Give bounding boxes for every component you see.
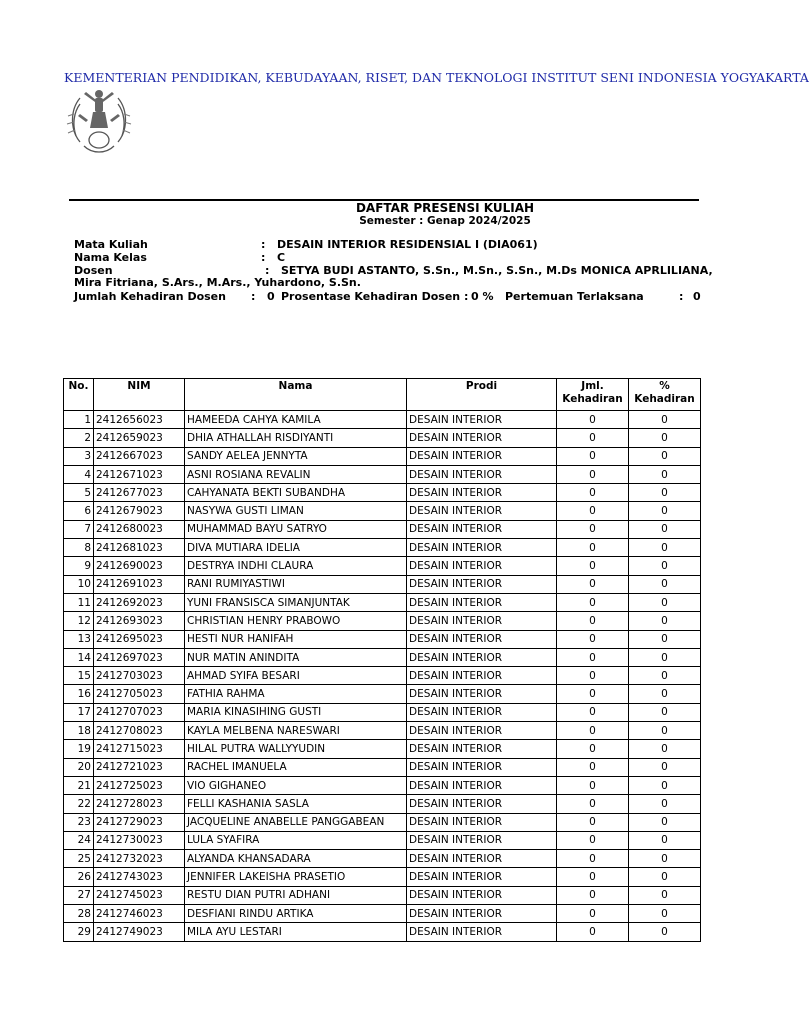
cell-prodi: DESAIN INTERIOR: [407, 575, 557, 593]
cell-jml-kehadiran: 0: [557, 850, 629, 868]
cell-prodi: DESAIN INTERIOR: [407, 905, 557, 923]
table-row: [64, 740, 701, 758]
cell-pct-kehadiran: 0: [629, 831, 701, 849]
cell-pct-kehadiran: 0: [629, 886, 701, 904]
table-row: [64, 648, 701, 666]
cell-nim: 2412695023: [94, 630, 185, 648]
cell-pct-kehadiran: 0: [629, 612, 701, 630]
dosen-value: SETYA BUDI ASTANTO, S.Sn., M.Sn., S.Sn., M.Ds MONICA APRLILIANA,: [281, 264, 713, 277]
cell-prodi: DESAIN INTERIOR: [407, 648, 557, 666]
mata-kuliah-value: DESAIN INTERIOR RESIDENSIAL I (DIA061): [277, 238, 538, 251]
cell-nim: 2412690023: [94, 557, 185, 575]
cell-pct-kehadiran: 0: [629, 429, 701, 447]
cell-prodi: DESAIN INTERIOR: [407, 593, 557, 611]
cell-nama: YUNI FRANSISCA SIMANJUNTAK: [185, 593, 407, 611]
cell-nim: 2412743023: [94, 868, 185, 886]
cell-prodi: DESAIN INTERIOR: [407, 813, 557, 831]
cell-prodi: DESAIN INTERIOR: [407, 886, 557, 904]
cell-no: 4: [64, 465, 94, 483]
cell-jml-kehadiran: 0: [557, 685, 629, 703]
cell-jml-kehadiran: 0: [557, 447, 629, 465]
cell-nama: FATHIA RAHMA: [185, 685, 407, 703]
cell-prodi: DESAIN INTERIOR: [407, 630, 557, 648]
cell-jml-kehadiran: 0: [557, 502, 629, 520]
table-row: [64, 758, 701, 776]
cell-jml-kehadiran: 0: [557, 484, 629, 502]
cell-jml-kehadiran: 0: [557, 630, 629, 648]
cell-nama: CHRISTIAN HENRY PRABOWO: [185, 612, 407, 630]
cell-prodi: DESAIN INTERIOR: [407, 539, 557, 557]
nama-kelas-row: [74, 251, 704, 265]
cell-prodi: DESAIN INTERIOR: [407, 758, 557, 776]
cell-prodi: DESAIN INTERIOR: [407, 502, 557, 520]
cell-jml-kehadiran: 0: [557, 667, 629, 685]
cell-jml-kehadiran: 0: [557, 557, 629, 575]
table-header-row: [64, 379, 701, 411]
cell-jml-kehadiran: 0: [557, 813, 629, 831]
cell-jml-kehadiran: 0: [557, 411, 629, 429]
colon: :: [261, 238, 266, 251]
cell-no: 19: [64, 740, 94, 758]
jumlah-kehadiran-value: 0: [267, 290, 275, 303]
cell-no: 24: [64, 831, 94, 849]
cell-no: 3: [64, 447, 94, 465]
cell-nim: 2412671023: [94, 465, 185, 483]
cell-jml-kehadiran: 0: [557, 868, 629, 886]
cell-prodi: DESAIN INTERIOR: [407, 776, 557, 794]
attendance-table: [63, 378, 701, 942]
dosen-value-continued: Mira Fitriana, S.Ars., M.Ars., Yuhardono, S.Sn.: [74, 276, 361, 289]
cell-no: 16: [64, 685, 94, 703]
cell-no: 5: [64, 484, 94, 502]
cell-jml-kehadiran: 0: [557, 923, 629, 941]
cell-no: 18: [64, 722, 94, 740]
cell-no: 21: [64, 776, 94, 794]
cell-no: 26: [64, 868, 94, 886]
jumlah-kehadiran-label: Jumlah Kehadiran Dosen: [74, 290, 226, 303]
cell-pct-kehadiran: 0: [629, 758, 701, 776]
cell-jml-kehadiran: 0: [557, 758, 629, 776]
cell-pct-kehadiran: 0: [629, 776, 701, 794]
cell-pct-kehadiran: 0: [629, 813, 701, 831]
table-row: [64, 520, 701, 538]
cell-prodi: DESAIN INTERIOR: [407, 831, 557, 849]
colon: :: [261, 251, 266, 264]
cell-no: 8: [64, 539, 94, 557]
cell-nim: 2412721023: [94, 758, 185, 776]
cell-no: 20: [64, 758, 94, 776]
cell-nama: ALYANDA KHANSADARA: [185, 850, 407, 868]
cell-jml-kehadiran: 0: [557, 795, 629, 813]
cell-no: 27: [64, 886, 94, 904]
cell-nama: DESFIANI RINDU ARTIKA: [185, 905, 407, 923]
cell-pct-kehadiran: 0: [629, 593, 701, 611]
cell-pct-kehadiran: 0: [629, 484, 701, 502]
cell-nim: 2412656023: [94, 411, 185, 429]
colon: :: [679, 290, 684, 303]
cell-pct-kehadiran: 0: [629, 520, 701, 538]
cell-nim: 2412703023: [94, 667, 185, 685]
cell-prodi: DESAIN INTERIOR: [407, 520, 557, 538]
cell-no: 13: [64, 630, 94, 648]
cell-jml-kehadiran: 0: [557, 776, 629, 794]
cell-nim: 2412729023: [94, 813, 185, 831]
cell-nama: HAMEEDA CAHYA KAMILA: [185, 411, 407, 429]
cell-prodi: DESAIN INTERIOR: [407, 703, 557, 721]
pertemuan-label: Pertemuan Terlaksana: [505, 290, 644, 303]
cell-no: 17: [64, 703, 94, 721]
cell-pct-kehadiran: 0: [629, 722, 701, 740]
table-row: [64, 850, 701, 868]
cell-nama: DESTRYA INDHI CLAURA: [185, 557, 407, 575]
table-row: [64, 813, 701, 831]
cell-prodi: DESAIN INTERIOR: [407, 685, 557, 703]
cell-pct-kehadiran: 0: [629, 447, 701, 465]
cell-nama: NASYWA GUSTI LIMAN: [185, 502, 407, 520]
cell-jml-kehadiran: 0: [557, 612, 629, 630]
cell-nama: HILAL PUTRA WALLYYUDIN: [185, 740, 407, 758]
cell-prodi: DESAIN INTERIOR: [407, 868, 557, 886]
cell-nim: 2412746023: [94, 905, 185, 923]
institution-logo-icon: [66, 84, 132, 158]
cell-nim: 2412705023: [94, 685, 185, 703]
cell-jml-kehadiran: 0: [557, 886, 629, 904]
cell-prodi: DESAIN INTERIOR: [407, 667, 557, 685]
cell-nim: 2412691023: [94, 575, 185, 593]
table-row: [64, 923, 701, 941]
cell-no: 22: [64, 795, 94, 813]
cell-nama: JACQUELINE ANABELLE PANGGABEAN: [185, 813, 407, 831]
mata-kuliah-label: Mata Kuliah: [74, 238, 148, 251]
cell-nim: 2412679023: [94, 502, 185, 520]
cell-no: 6: [64, 502, 94, 520]
cell-nim: 2412728023: [94, 795, 185, 813]
table-row: [64, 905, 701, 923]
cell-pct-kehadiran: 0: [629, 850, 701, 868]
cell-nim: 2412725023: [94, 776, 185, 794]
table-row: [64, 831, 701, 849]
table-row: [64, 557, 701, 575]
nama-kelas-value: C: [277, 251, 286, 264]
cell-nim: 2412732023: [94, 850, 185, 868]
cell-prodi: DESAIN INTERIOR: [407, 465, 557, 483]
prosentase-label: Prosentase Kehadiran Dosen :: [281, 290, 469, 303]
cell-pct-kehadiran: 0: [629, 648, 701, 666]
colon: :: [251, 290, 256, 303]
cell-jml-kehadiran: 0: [557, 648, 629, 666]
dosen-label: Dosen: [74, 264, 113, 277]
cell-prodi: DESAIN INTERIOR: [407, 850, 557, 868]
cell-nim: 2412667023: [94, 447, 185, 465]
cell-no: 11: [64, 593, 94, 611]
cell-nim: 2412749023: [94, 923, 185, 941]
table-row: [64, 502, 701, 520]
cell-nama: JENNIFER LAKEISHA PRASETIO: [185, 868, 407, 886]
cell-no: 23: [64, 813, 94, 831]
cell-prodi: DESAIN INTERIOR: [407, 557, 557, 575]
table-row: [64, 795, 701, 813]
cell-pct-kehadiran: 0: [629, 740, 701, 758]
cell-jml-kehadiran: 0: [557, 703, 629, 721]
cell-pct-kehadiran: 0: [629, 557, 701, 575]
nama-kelas-label: Nama Kelas: [74, 251, 147, 264]
cell-jml-kehadiran: 0: [557, 905, 629, 923]
cell-prodi: DESAIN INTERIOR: [407, 429, 557, 447]
cell-no: 29: [64, 923, 94, 941]
cell-jml-kehadiran: 0: [557, 575, 629, 593]
cell-prodi: DESAIN INTERIOR: [407, 923, 557, 941]
table-row: [64, 465, 701, 483]
cell-nama: MUHAMMAD BAYU SATRYO: [185, 520, 407, 538]
table-row: [64, 484, 701, 502]
mata-kuliah-row: [74, 238, 704, 252]
cell-nim: 2412680023: [94, 520, 185, 538]
cell-pct-kehadiran: 0: [629, 905, 701, 923]
dosen-row-continued: [74, 276, 704, 290]
cell-nama: VIO GIGHANEO: [185, 776, 407, 794]
cell-prodi: DESAIN INTERIOR: [407, 740, 557, 758]
col-header-jml-kehadiran: Jml. Kehadiran: [557, 379, 629, 411]
cell-nama: AHMAD SYIFA BESARI: [185, 667, 407, 685]
col-header-pct-kehadiran: % Kehadiran: [629, 379, 701, 411]
cell-nim: 2412659023: [94, 429, 185, 447]
cell-nama: RACHEL IMANUELA: [185, 758, 407, 776]
cell-jml-kehadiran: 0: [557, 831, 629, 849]
cell-jml-kehadiran: 0: [557, 520, 629, 538]
cell-prodi: DESAIN INTERIOR: [407, 411, 557, 429]
table-row: [64, 868, 701, 886]
table-row: [64, 722, 701, 740]
table-row: [64, 667, 701, 685]
cell-jml-kehadiran: 0: [557, 740, 629, 758]
cell-nim: 2412693023: [94, 612, 185, 630]
cell-nim: 2412677023: [94, 484, 185, 502]
table-body: [64, 411, 701, 942]
table-row: [64, 411, 701, 429]
table-row: [64, 539, 701, 557]
cell-pct-kehadiran: 0: [629, 502, 701, 520]
cell-nim: 2412692023: [94, 593, 185, 611]
cell-nim: 2412715023: [94, 740, 185, 758]
cell-nim: 2412745023: [94, 886, 185, 904]
cell-prodi: DESAIN INTERIOR: [407, 447, 557, 465]
table-row: [64, 703, 701, 721]
cell-prodi: DESAIN INTERIOR: [407, 795, 557, 813]
table-row: [64, 685, 701, 703]
cell-nama: KAYLA MELBENA NARESWARI: [185, 722, 407, 740]
cell-nama: MARIA KINASIHING GUSTI: [185, 703, 407, 721]
institution-name: KEMENTERIAN PENDIDIKAN, KEBUDAYAAN, RISET, DAN TEKNOLOGI INSTITUT SENI INDONESIA YOGYAKARTA: [64, 70, 809, 85]
cell-no: 9: [64, 557, 94, 575]
table-row: [64, 429, 701, 447]
cell-pct-kehadiran: 0: [629, 868, 701, 886]
cell-nama: SANDY AELEA JENNYTA: [185, 447, 407, 465]
cell-pct-kehadiran: 0: [629, 667, 701, 685]
cell-nim: 2412681023: [94, 539, 185, 557]
kehadiran-dosen-row: [74, 290, 704, 304]
cell-nama: NUR MATIN ANINDITA: [185, 648, 407, 666]
col-header-nama: Nama: [185, 379, 407, 411]
cell-pct-kehadiran: 0: [629, 685, 701, 703]
page-title: DAFTAR PRESENSI KULIAH: [355, 201, 535, 215]
cell-prodi: DESAIN INTERIOR: [407, 722, 557, 740]
table-row: [64, 575, 701, 593]
cell-nama: RANI RUMIYASTIWI: [185, 575, 407, 593]
col-header-no: No.: [64, 379, 94, 411]
table-row: [64, 886, 701, 904]
cell-pct-kehadiran: 0: [629, 465, 701, 483]
cell-no: 2: [64, 429, 94, 447]
cell-pct-kehadiran: 0: [629, 539, 701, 557]
cell-nama: FELLI KASHANIA SASLA: [185, 795, 407, 813]
cell-no: 14: [64, 648, 94, 666]
cell-jml-kehadiran: 0: [557, 539, 629, 557]
cell-jml-kehadiran: 0: [557, 465, 629, 483]
cell-no: 7: [64, 520, 94, 538]
cell-pct-kehadiran: 0: [629, 923, 701, 941]
cell-no: 1: [64, 411, 94, 429]
colon: :: [265, 264, 270, 277]
col-header-prodi: Prodi: [407, 379, 557, 411]
cell-nim: 2412707023: [94, 703, 185, 721]
cell-no: 12: [64, 612, 94, 630]
cell-pct-kehadiran: 0: [629, 630, 701, 648]
cell-jml-kehadiran: 0: [557, 593, 629, 611]
cell-nim: 2412730023: [94, 831, 185, 849]
cell-prodi: DESAIN INTERIOR: [407, 484, 557, 502]
table-row: [64, 630, 701, 648]
cell-prodi: DESAIN INTERIOR: [407, 612, 557, 630]
cell-nama: HESTI NUR HANIFAH: [185, 630, 407, 648]
cell-nama: CAHYANATA BEKTI SUBANDHA: [185, 484, 407, 502]
col-header-nim: NIM: [94, 379, 185, 411]
cell-no: 10: [64, 575, 94, 593]
cell-nim: 2412697023: [94, 648, 185, 666]
cell-nim: 2412708023: [94, 722, 185, 740]
cell-nama: DHIA ATHALLAH RISDIYANTI: [185, 429, 407, 447]
cell-pct-kehadiran: 0: [629, 575, 701, 593]
semester-label: Semester : Genap 2024/2025: [359, 215, 531, 227]
prosentase-value: 0 %: [471, 290, 494, 303]
cell-pct-kehadiran: 0: [629, 795, 701, 813]
pertemuan-value: 0: [693, 290, 701, 303]
cell-no: 28: [64, 905, 94, 923]
cell-nama: RESTU DIAN PUTRI ADHANI: [185, 886, 407, 904]
cell-jml-kehadiran: 0: [557, 429, 629, 447]
table-row: [64, 612, 701, 630]
cell-no: 25: [64, 850, 94, 868]
cell-nama: LULA SYAFIRA: [185, 831, 407, 849]
table-row: [64, 447, 701, 465]
cell-nama: ASNI ROSIANA REVALIN: [185, 465, 407, 483]
cell-pct-kehadiran: 0: [629, 703, 701, 721]
cell-no: 15: [64, 667, 94, 685]
cell-nama: MILA AYU LESTARI: [185, 923, 407, 941]
cell-nama: DIVA MUTIARA IDELIA: [185, 539, 407, 557]
table-row: [64, 593, 701, 611]
cell-pct-kehadiran: 0: [629, 411, 701, 429]
cell-jml-kehadiran: 0: [557, 722, 629, 740]
table-row: [64, 776, 701, 794]
